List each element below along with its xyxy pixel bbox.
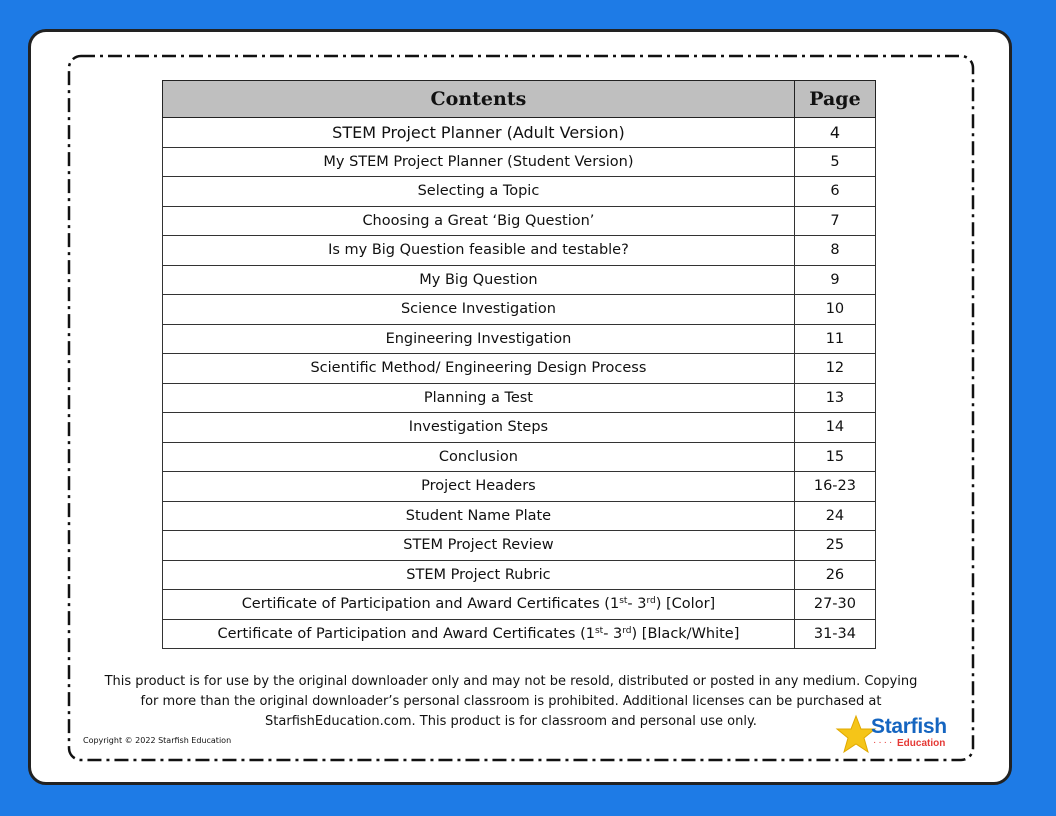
table-row xyxy=(163,265,876,295)
table-row xyxy=(163,324,876,354)
row-title: Selecting a Topic xyxy=(163,177,795,207)
table-row xyxy=(163,619,876,649)
cert-text: Certificate of Participation and Award Certificates (1 xyxy=(217,625,595,642)
cert-text: - 3 xyxy=(627,596,647,613)
logo-dots: ···· xyxy=(873,737,895,748)
row-page: 31-34 xyxy=(794,619,875,649)
ordinal-sup: rd xyxy=(646,596,656,607)
row-title: Student Name Plate xyxy=(163,501,795,531)
logo-name: Starfish xyxy=(871,715,947,738)
row-page: 14 xyxy=(794,413,875,443)
row-page: 8 xyxy=(794,236,875,266)
row-page: 12 xyxy=(794,354,875,384)
contents-header: Contents xyxy=(163,81,795,118)
row-title: Engineering Investigation xyxy=(163,324,795,354)
row-page: 5 xyxy=(794,147,875,177)
cert-text: ) [Color] xyxy=(655,596,716,613)
table-row xyxy=(163,560,876,590)
row-page: 10 xyxy=(794,295,875,325)
row-title: My Big Question xyxy=(163,265,795,295)
row-page: 9 xyxy=(794,265,875,295)
row-title: Investigation Steps xyxy=(163,413,795,443)
notice-line: for more than the original downloader’s personal classroom is prohibited. Additional licenses can be purchased at xyxy=(140,694,882,709)
page-card xyxy=(28,29,1012,785)
row-title: Conclusion xyxy=(163,442,795,472)
row-title: My STEM Project Planner (Student Version) xyxy=(163,147,795,177)
row-title-certificate-bw xyxy=(163,619,795,649)
row-title: STEM Project Rubric xyxy=(163,560,795,590)
row-page: 27-30 xyxy=(794,590,875,620)
cert-text: ) [Black/White] xyxy=(631,625,740,642)
table-row xyxy=(163,413,876,443)
row-title: Choosing a Great ‘Big Question’ xyxy=(163,206,795,236)
ordinal-sup: st xyxy=(619,596,628,607)
notice-line: StarfishEducation.com. This product is for classroom and personal use only. xyxy=(265,714,757,729)
row-page: 16-23 xyxy=(794,472,875,502)
table-row xyxy=(163,206,876,236)
row-page: 4 xyxy=(794,118,875,148)
table-row xyxy=(163,236,876,266)
row-title: Planning a Test xyxy=(163,383,795,413)
table-row xyxy=(163,118,876,148)
notice-line: This product is for use by the original downloader only and may not be resold, distributed or posted in any medium. Copying xyxy=(104,674,918,689)
table-row xyxy=(163,472,876,502)
row-page: 26 xyxy=(794,560,875,590)
row-title: STEM Project Review xyxy=(163,531,795,561)
ordinal-sup: rd xyxy=(622,625,632,636)
table-row xyxy=(163,354,876,384)
row-page: 25 xyxy=(794,531,875,561)
table-row xyxy=(163,147,876,177)
table-row xyxy=(163,590,876,620)
table-header-row xyxy=(163,81,876,118)
row-page: 13 xyxy=(794,383,875,413)
row-page: 6 xyxy=(794,177,875,207)
row-title: Science Investigation xyxy=(163,295,795,325)
page-header: Page xyxy=(794,81,875,118)
row-title: Is my Big Question feasible and testable? xyxy=(163,236,795,266)
starfish-logo xyxy=(835,712,965,756)
row-title: STEM Project Planner (Adult Version) xyxy=(163,118,795,148)
table-row xyxy=(163,383,876,413)
row-title: Project Headers xyxy=(163,472,795,502)
row-title: Scientific Method/ Engineering Design Process xyxy=(163,354,795,384)
table-row xyxy=(163,501,876,531)
cert-text: - 3 xyxy=(603,625,623,642)
row-page: 15 xyxy=(794,442,875,472)
table-row xyxy=(163,295,876,325)
contents-table xyxy=(162,80,876,649)
cert-text: Certificate of Participation and Award Certificates (1 xyxy=(241,596,620,613)
row-title-certificate-color xyxy=(163,590,795,620)
table-row xyxy=(163,442,876,472)
row-page: 11 xyxy=(794,324,875,354)
table-row xyxy=(163,177,876,207)
row-page: 24 xyxy=(794,501,875,531)
table-row xyxy=(163,531,876,561)
usage-notice xyxy=(91,672,931,732)
row-page: 7 xyxy=(794,206,875,236)
logo-sub: Education xyxy=(897,738,946,749)
ordinal-sup: st xyxy=(594,625,604,636)
copyright-text: Copyright © 2022 Starfish Education xyxy=(83,736,232,745)
